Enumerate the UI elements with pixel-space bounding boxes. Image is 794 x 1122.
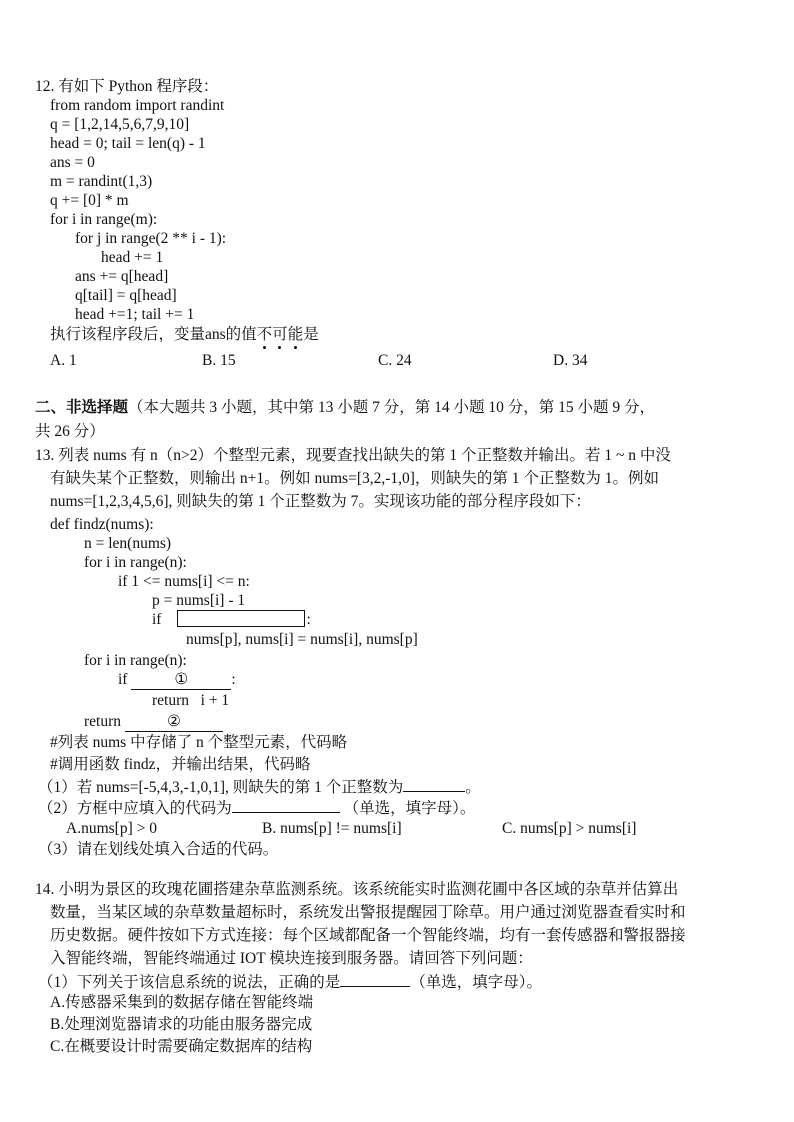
answer-blank [232, 797, 340, 813]
code-comment: #列表 nums 中存储了 n 个整型元素，代码略 [50, 734, 348, 751]
code-line: head += 1 [101, 249, 164, 266]
option-a: A.传感器采集到的数据存储在智能终端 [50, 994, 314, 1011]
code-line: n = len(nums) [84, 535, 172, 552]
code-line: ans = 0 [50, 154, 95, 171]
q13-stem-line: 13. 列表 nums 有 n（n>2）个整型元素，现要查找出缺失的第 1 个正整数并输出。若 1 ~ n 中没 [35, 447, 671, 464]
option-a: A. 1 [50, 352, 77, 369]
option-b: B.处理浏览器请求的功能由服务器完成 [50, 1016, 313, 1033]
code-line-if-box: if : [152, 611, 311, 628]
answer-box [177, 610, 305, 627]
section-heading-cont: 共 26 分） [35, 423, 105, 440]
code-line-blank1: if ① : [118, 671, 236, 688]
option-c: C. nums[p] > nums[i] [502, 820, 637, 837]
option-b: B. nums[p] != nums[i] [262, 820, 402, 837]
blank-1: ① [131, 670, 231, 690]
code-line: ans += q[head] [75, 268, 169, 285]
code-line-blank2: return ② [84, 712, 223, 732]
q13-sub3: （3）请在划线处填入合适的代码。 [38, 841, 279, 858]
code-line: p = nums[i] - 1 [152, 592, 246, 609]
code-line: for j in range(2 ** i - 1): [75, 230, 227, 247]
code-line: head +=1; tail += 1 [75, 306, 195, 323]
answer-blank [403, 776, 465, 792]
q14-stem-line: 入智能终端，智能终端通过 IOT 模块连接到服务器。请回答下列问题： [50, 950, 533, 967]
code-line: for i in range(n): [84, 554, 187, 571]
answer-blank [340, 971, 410, 987]
code-line: if 1 <= nums[i] <= n: [118, 573, 250, 590]
q13-stem-line: 有缺失某个正整数，则输出 n+1。例如 nums=[3,2,-1,0]，则缺失的第 1 个正整数为 1。例如 [50, 470, 660, 487]
section-heading: 二、非选择题（本大题共 3 小题，其中第 13 小题 7 分，第 14 小题 10 分，第 15 小题 9 分， [35, 399, 656, 416]
q13-stem-line: nums=[1,2,3,4,5,6], 则缺失的第 1 个正整数为 7。实现该功能的部分程序段如下： [50, 493, 591, 510]
option-a: A.nums[p] > 0 [66, 820, 157, 837]
option-c: C.在概要设计时需要确定数据库的结构 [50, 1038, 313, 1055]
code-line: q = [1,2,14,5,6,7,9,10] [50, 116, 190, 133]
q14-stem-line: 14. 小明为景区的玫瑰花圃搭建杂草监测系统。该系统能实时监测花圃中各区域的杂草并估算出 [35, 881, 679, 898]
code-line: def findz(nums): [50, 516, 154, 533]
q14-stem-line: 历史数据。硬件按如下方式连接：每个区域都配备一个智能终端，均有一套传感器和警报器接 [50, 927, 686, 944]
q14-sub1: （1）下列关于该信息系统的说法，正确的是 （单选，填字母）。 [38, 971, 542, 992]
q13-sub1: （1）若 nums=[-5,4,3,-1,0,1], 则缺失的第 1 个正整数为 。 [38, 776, 481, 797]
code-line: head = 0; tail = len(q) - 1 [50, 135, 206, 152]
option-d: D. 34 [553, 352, 588, 369]
code-line: for i in range(m): [50, 211, 158, 228]
q12-stem: 12. 有如下 Python 程序段： [35, 78, 219, 95]
code-line: q += [0] * m [50, 192, 129, 209]
option-b: B. 15 [202, 352, 236, 369]
q13-sub2: （2）方框中应填入的代码为 （单选，填字母）。 [38, 797, 475, 818]
code-comment: #调用函数 findz，并输出结果，代码略 [50, 756, 311, 773]
q12-question: 执行该程序段后，变量ans的值不 可 能 是 [50, 325, 319, 344]
blank-2: ② [125, 712, 223, 732]
q14-stem-line: 数量，当某区域的杂草数量超标时，系统发出警报提醒园丁除草。用户通过浏览器查看实时和 [50, 904, 686, 921]
code-line: nums[p], nums[i] = nums[i], nums[p] [186, 631, 418, 648]
code-line: m = randint(1,3) [50, 173, 153, 190]
option-c: C. 24 [378, 352, 412, 369]
code-line: return i + 1 [152, 692, 230, 709]
code-line: q[tail] = q[head] [75, 287, 177, 304]
code-line: for i in range(n): [84, 652, 187, 669]
code-line: from random import randint [50, 97, 225, 114]
